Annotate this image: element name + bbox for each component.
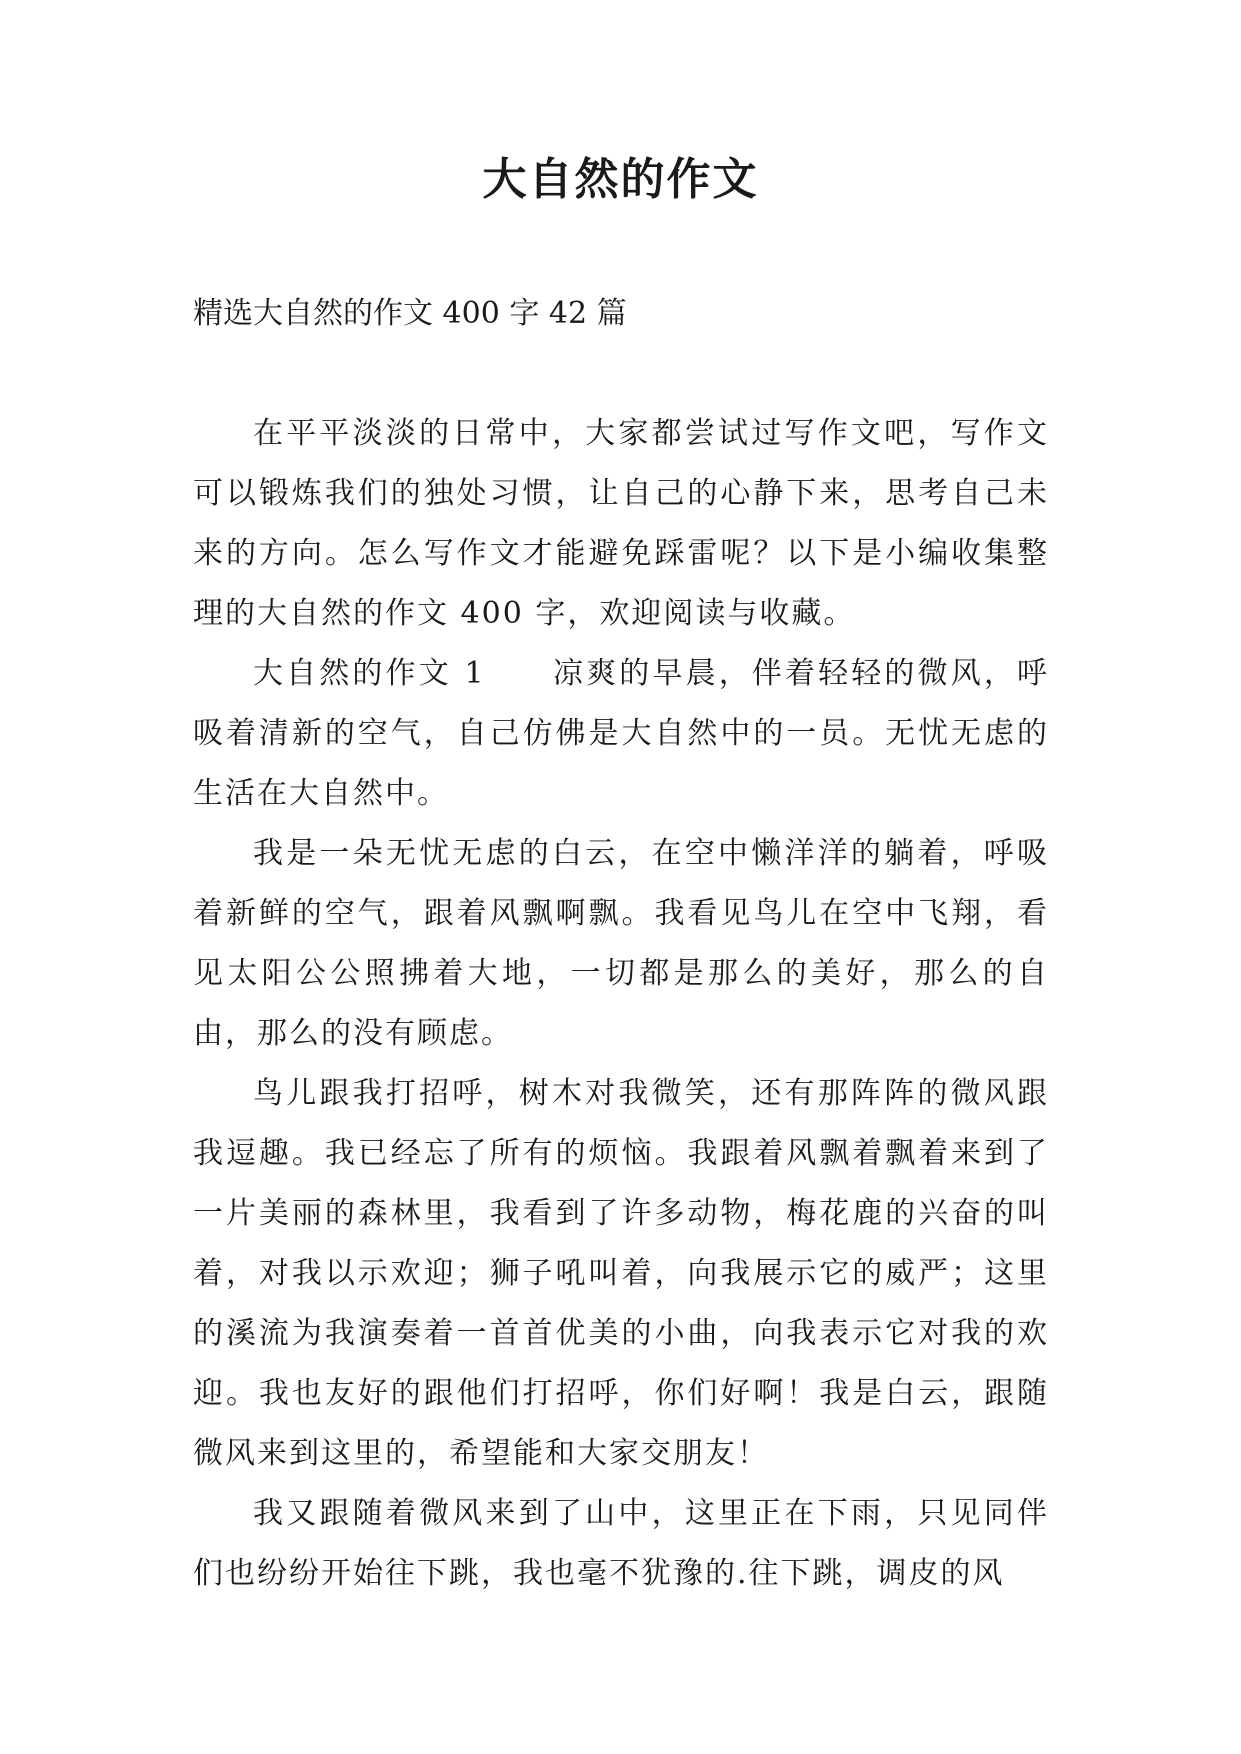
document-title: 大自然的作文: [482, 154, 759, 205]
document-body: [193, 404, 1049, 1604]
paragraph-forest: 鸟儿跟我打招呼，树木对我微笑，还有那阵阵的微风跟我逗趣。我已经忘了所有的烦恼。我跟着风飘着飘着来到了一片美丽的森林里，我看到了许多动物，梅花鹿的兴奋的叫着，对我以示欢迎；狮子吼叫着，向我展示它的威严；这里的溪流为我演奏着一首首优美的小曲，向我表示它对我的欢迎。我也友好的跟他们打招呼，你们好啊！我是白云，跟随微风来到这里的，希望能和大家交朋友！: [193, 1076, 1049, 1471]
document-subtitle: 精选大自然的作文 400 字 42 篇: [193, 296, 627, 331]
paragraph-mountain: 我又跟随着微风来到了山中，这里正在下雨，只见同伴们也纷纷开始往下跳，我也毫不犹豫的.往下跳，调皮的风: [193, 1496, 1049, 1591]
paragraph-white-cloud: 我是一朵无忧无虑的白云，在空中懒洋洋的躺着，呼吸着新鲜的空气，跟着风飘啊飘。我看见鸟儿在空中飞翔，看见太阳公公照拂着大地，一切都是那么的美好，那么的自由，那么的没有顾虑。: [193, 836, 1049, 1051]
paragraph-essay-1-opening: 大自然的作文 1 凉爽的早晨，伴着轻轻的微风，呼吸着清新的空气，自己仿佛是大自然中的一员。无忧无虑的生活在大自然中。: [193, 656, 1049, 811]
paragraph-intro: 在平平淡淡的日常中，大家都尝试过写作文吧，写作文可以锻炼我们的独处习惯，让自己的心静下来，思考自己未来的方向。怎么写作文才能避免踩雷呢？以下是小编收集整理的大自然的作文 400 字，欢迎阅读与收藏。: [193, 416, 1049, 631]
